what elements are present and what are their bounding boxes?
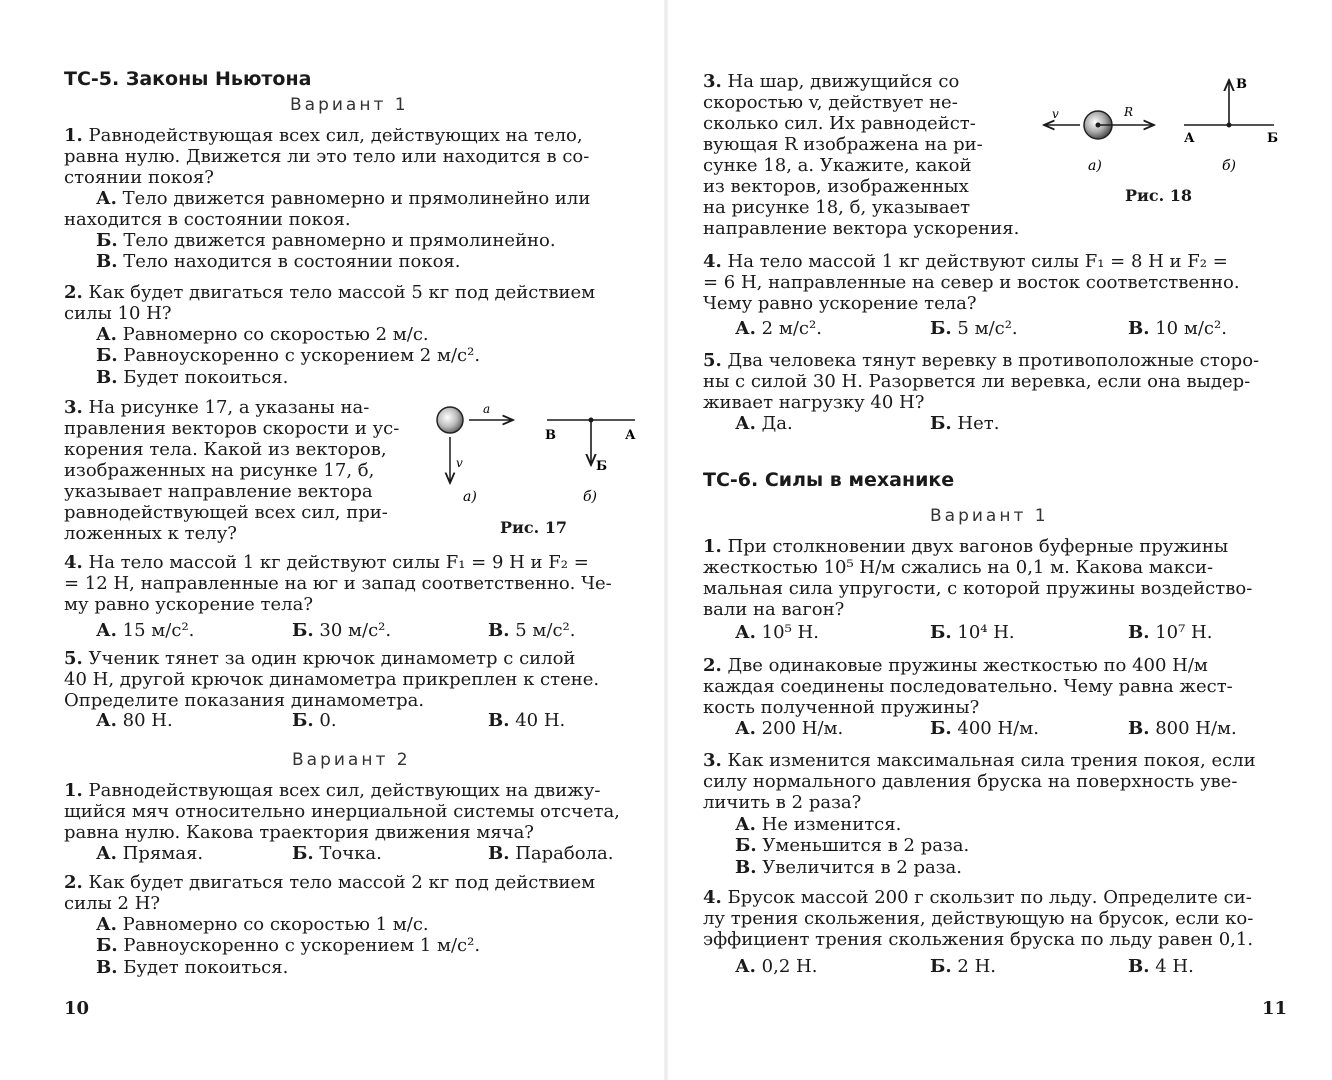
tc6-q3-option-a: А. Не изменится. [735,814,902,835]
tc6-q4-option-a: А. 0,2 Н. [735,956,818,977]
q1-option-b: Б. Тело движется равномерно и прямолинейно. [96,230,556,251]
tc6-question-3: 3. Как изменится максимальная сила трения покоя, если силу нормального давления бруска на поверхность уве- личить в 2 раза? [703,750,1256,813]
q1-option-a: А. Тело движется равномерно и прямолинейно или [96,188,591,209]
tc6-q4-option-c: В. 4 Н. [1128,956,1194,977]
right-page [666,0,1332,1080]
r-q4-option-a: А. 2 м/с². [735,318,822,339]
tc6-question-1: 1. При столкновении двух вагонов буферные пружины жесткостью 10⁵ Н/м сжались на 0,1 м. Какова макси- мальная сила упругости, с которой пружины воздейство- вали на вагон? [703,536,1253,620]
fig17a-sub: а) [463,489,477,505]
section-title-tc5: ТС-5. Законы Ньютона [64,68,312,90]
fig17b-label-a: А [625,428,636,443]
tc6-q1-option-c: В. 10⁷ Н. [1128,622,1213,643]
variant-2-heading: Вариант 2 [292,750,411,770]
fig18a-vec-v: v [1052,107,1059,121]
tc6-question-4: 4. Брусок массой 200 г скользит по льду. Определите си- лу трения скольжения, действующую на брусок, если ко- эффициент трения скольжения бруска по льду равен 0,1. [703,887,1254,950]
fig18a-vec-r: R [1124,105,1134,119]
r-q5-option-a: А. Да. [735,413,793,434]
tc6-q2-option-a: А. 200 Н/м. [735,718,844,739]
v2-question-1: 1. Равнодействующая всех сил, действующих на движу- щийся мяч относительно инерциальной системы отсчета, равна нулю. Какова траектория движения мяча? [64,780,620,843]
tc6-q1-option-a: А. 10⁵ Н. [735,622,819,643]
r-q4-option-b: Б. 5 м/с². [930,318,1018,339]
figure-18-caption: Рис. 18 [1125,186,1193,205]
page-number-left: 10 [64,998,90,1019]
fig17a-ball [437,407,463,433]
v2q1-option-a: А. Прямая. [96,843,204,864]
q5-option-b: Б. 0. [292,710,337,731]
tc6-q2-option-b: Б. 400 Н/м. [930,718,1039,739]
v2q1-option-c: В. Парабола. [488,843,614,864]
figure-17-caption: Рис. 17 [500,518,568,537]
r-question-5: 5. Два человека тянут веревку в противоположные сторо- ны с силой 30 Н. Разорвется ли веревка, если она выдер- живает нагрузку 40 Н? [703,350,1260,413]
section-title-tc6: ТС-6. Силы в механике [703,469,955,491]
q2-option-c: В. Будет покоиться. [96,367,289,388]
tc6-q2-option-c: В. 800 Н/м. [1128,718,1237,739]
q1-option-c: В. Тело находится в состоянии покоя. [96,251,461,272]
question-3: 3. На рисунке 17, а указаны на- правления векторов скорости и ус- корения тела. Какой из векторов, изображенных на рисунке 17, б, указывает направление вектора равнодействующей всех сил, при- ложенных к телу? [64,397,400,544]
r-question-3: 3. На шар, движущийся со скоростью v, действует не- сколько сил. Их равнодейст- вующая R изображена на ри- сунке 18, а. Укажите, какой из векторов, изображенных на рисунке 18, б, указывает направление вектора ускорения. [703,71,1020,239]
q1-option-a-cont: находится в состоянии покоя. [64,209,351,230]
fig18b-label-v: В [1236,77,1247,92]
q4-option-b: Б. 30 м/с². [292,620,392,641]
tc6-variant-1-heading: Вариант 1 [930,506,1049,526]
tc6-q1-option-b: Б. 10⁴ Н. [930,622,1015,643]
fig18b-sub: б) [1222,158,1237,174]
question-1: 1. Равнодействующая всех сил, действующих на тело, равна нулю. Движется ли это тело или находится в со- стоянии покоя? [64,125,590,188]
fig17b-label-v: В [545,428,556,443]
q5-option-c: В. 40 Н. [488,710,566,731]
figure-17 [425,395,655,515]
fig17b-label-b: Б [596,459,608,474]
v2q2-option-c: В. Будет покоиться. [96,957,289,978]
tc6-q3-option-c: В. Увеличится в 2 раза. [735,857,963,878]
fig17a-vec-a: a [483,402,491,416]
r-question-4: 4. На тело массой 1 кг действуют силы F₁ = 8 Н и F₂ = = 6 Н, направленные на север и восток соответственно. Чему равно ускорение тела? [703,251,1240,314]
q5-option-a: А. 80 Н. [96,710,173,731]
question-2: 2. Как будет двигаться тело массой 5 кг под действием силы 10 Н? [64,282,596,324]
figure-18 [1042,70,1292,180]
question-5: 5. Ученик тянет за один крючок динамометр с силой 40 Н, другой крючок динамометра прикреплен к стене. Определите показания динамометра. [64,648,600,711]
r-q5-option-b: Б. Нет. [930,413,1000,434]
fig18b-label-a: А [1184,131,1195,146]
tc6-question-2: 2. Две одинаковые пружины жесткостью по 400 Н/м каждая соединены последовательно. Чему равна жест- кость полученной пружины? [703,655,1233,718]
fig18a-sub: а) [1088,158,1102,174]
variant-1-heading: Вариант 1 [290,95,409,115]
tc6-q3-option-b: Б. Уменьшится в 2 раза. [735,835,970,856]
fig17b-sub: б) [583,489,598,505]
q4-option-c: В. 5 м/с². [488,620,576,641]
q2-option-b: Б. Равноускоренно с ускорением 2 м/с². [96,345,481,366]
fig18b-label-b: Б [1267,131,1279,146]
tc6-q4-option-b: Б. 2 Н. [930,956,996,977]
q4-option-a: А. 15 м/с². [96,620,195,641]
q2-option-a: А. Равномерно со скоростью 2 м/с. [96,324,429,345]
v2q1-option-b: Б. Точка. [292,843,382,864]
page-number-right: 11 [1262,998,1288,1019]
fig17a-vec-v: v [456,456,463,470]
r-q4-option-c: В. 10 м/с². [1128,318,1227,339]
question-4: 4. На тело массой 1 кг действуют силы F₁ = 9 Н и F₂ = = 12 Н, направленные на юг и запад соответственно. Че- му равно ускорение тела? [64,552,612,615]
v2q2-option-b: Б. Равноускоренно с ускорением 1 м/с². [96,935,481,956]
v2-question-2: 2. Как будет двигаться тело массой 2 кг под действием силы 2 Н? [64,872,596,914]
v2q2-option-a: А. Равномерно со скоростью 1 м/с. [96,914,429,935]
